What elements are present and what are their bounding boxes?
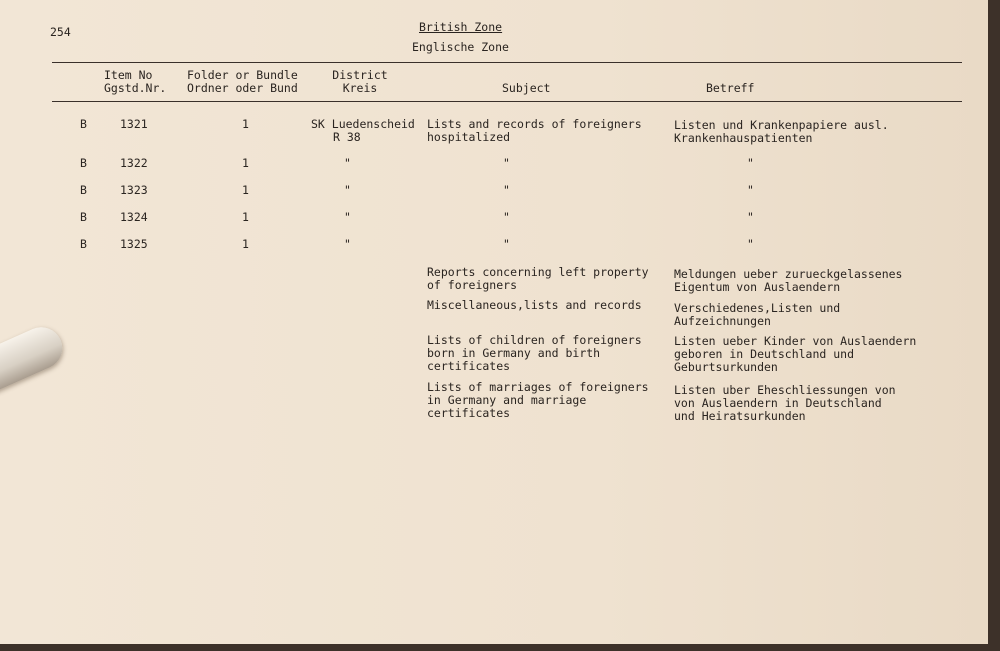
extra-subject-line: Lists of marriages of foreigners (427, 380, 649, 394)
extra-subject (427, 266, 649, 292)
extra-subject (427, 299, 642, 312)
extra-betreff-line: geboren in Deutschland und (674, 347, 855, 361)
row-item: 1325 (120, 237, 148, 251)
header-item-line1: Item No (104, 68, 153, 82)
extra-betreff (674, 302, 840, 328)
row-subject-cont: hospitalized (427, 130, 511, 144)
page-number: 254 (50, 25, 71, 39)
row-district-sub: R 38 (333, 130, 361, 144)
extra-subject-line: of foreigners (427, 278, 518, 292)
extra-betreff-line: Verschiedenes,Listen und (674, 301, 841, 315)
page-edge-shadow (988, 0, 1000, 651)
row-district-ditto: " (344, 210, 351, 224)
row-letter: B (80, 237, 87, 251)
row-item: 1321 (120, 117, 148, 131)
row-subject-ditto: " (503, 237, 510, 251)
row-district-ditto: " (344, 183, 351, 197)
row-subject-ditto: " (503, 156, 510, 170)
page-subtitle: Englische Zone (412, 40, 509, 54)
header-item-no (104, 69, 166, 95)
row-letter: B (80, 183, 87, 197)
extra-subject-line: Lists of children of foreigners (427, 333, 642, 347)
extra-subject-line: certificates (427, 406, 511, 420)
page-edge-shadow (0, 644, 1000, 651)
row-betreff-ditto: " (747, 210, 754, 224)
header-folder-line1: Folder or Bundle (187, 68, 298, 82)
row-letter: B (80, 156, 87, 170)
row-betreff-ditto: " (747, 156, 754, 170)
header-folder-line2: Ordner oder Bund (187, 81, 298, 95)
row-betreff: Listen und Krankenpapiere ausl. (674, 118, 889, 132)
extra-subject-line: Miscellaneous,lists and records (427, 298, 642, 312)
header-bottom-rule (52, 101, 962, 102)
extra-betreff-line: Geburtsurkunden (674, 360, 778, 374)
row-item: 1324 (120, 210, 148, 224)
extra-betreff-line: Eigentum von Auslaendern (674, 280, 841, 294)
extra-subject-line: Reports concerning left property (427, 265, 649, 279)
page-title: British Zone (419, 20, 503, 34)
header-betreff: Betreff (706, 81, 755, 95)
extra-subject (427, 381, 649, 420)
row-letter: B (80, 210, 87, 224)
row-district-ditto: " (344, 237, 351, 251)
row-betreff-cont: Krankenhauspatienten (674, 131, 813, 145)
extra-subject-line: born in Germany and birth (427, 346, 601, 360)
extra-betreff-line: Listen ueber Kinder von Auslaendern (674, 334, 917, 348)
extra-betreff-line: von Auslaendern in Deutschland (674, 396, 882, 410)
extra-subject-line: certificates (427, 359, 511, 373)
row-folder: 1 (242, 117, 249, 131)
extra-betreff-line: Aufzeichnungen (674, 314, 771, 328)
header-item-line2: Ggstd.Nr. (104, 81, 167, 95)
extra-betreff (674, 335, 916, 374)
extra-betreff-line: Meldungen ueber zurueckgelassenes (674, 267, 903, 281)
row-folder: 1 (242, 183, 249, 197)
header-folder (187, 69, 298, 95)
pen-tip (0, 320, 69, 401)
header-subject: Subject (502, 81, 551, 95)
row-folder: 1 (242, 156, 249, 170)
row-subject: Lists and records of foreigners (427, 117, 642, 131)
row-folder: 1 (242, 210, 249, 224)
header-top-rule (52, 62, 962, 63)
row-letter: B (80, 117, 87, 131)
row-item: 1323 (120, 183, 148, 197)
extra-betreff (674, 268, 902, 294)
header-district-line2: Kreis (342, 81, 378, 95)
extra-betreff (674, 384, 896, 423)
extra-betreff-line: und Heiratsurkunden (674, 409, 806, 423)
row-district: SK Luedenscheid (311, 117, 415, 131)
extra-subject (427, 334, 642, 373)
header-district (310, 69, 410, 95)
row-subject-ditto: " (503, 210, 510, 224)
header-district-line1: District (332, 68, 388, 82)
extra-betreff-line: Listen uber Eheschliessungen von (674, 383, 896, 397)
row-folder: 1 (242, 237, 249, 251)
extra-subject-line: in Germany and marriage (427, 393, 587, 407)
row-betreff-ditto: " (747, 183, 754, 197)
row-betreff-ditto: " (747, 237, 754, 251)
row-item: 1322 (120, 156, 148, 170)
row-subject-ditto: " (503, 183, 510, 197)
row-district-ditto: " (344, 156, 351, 170)
